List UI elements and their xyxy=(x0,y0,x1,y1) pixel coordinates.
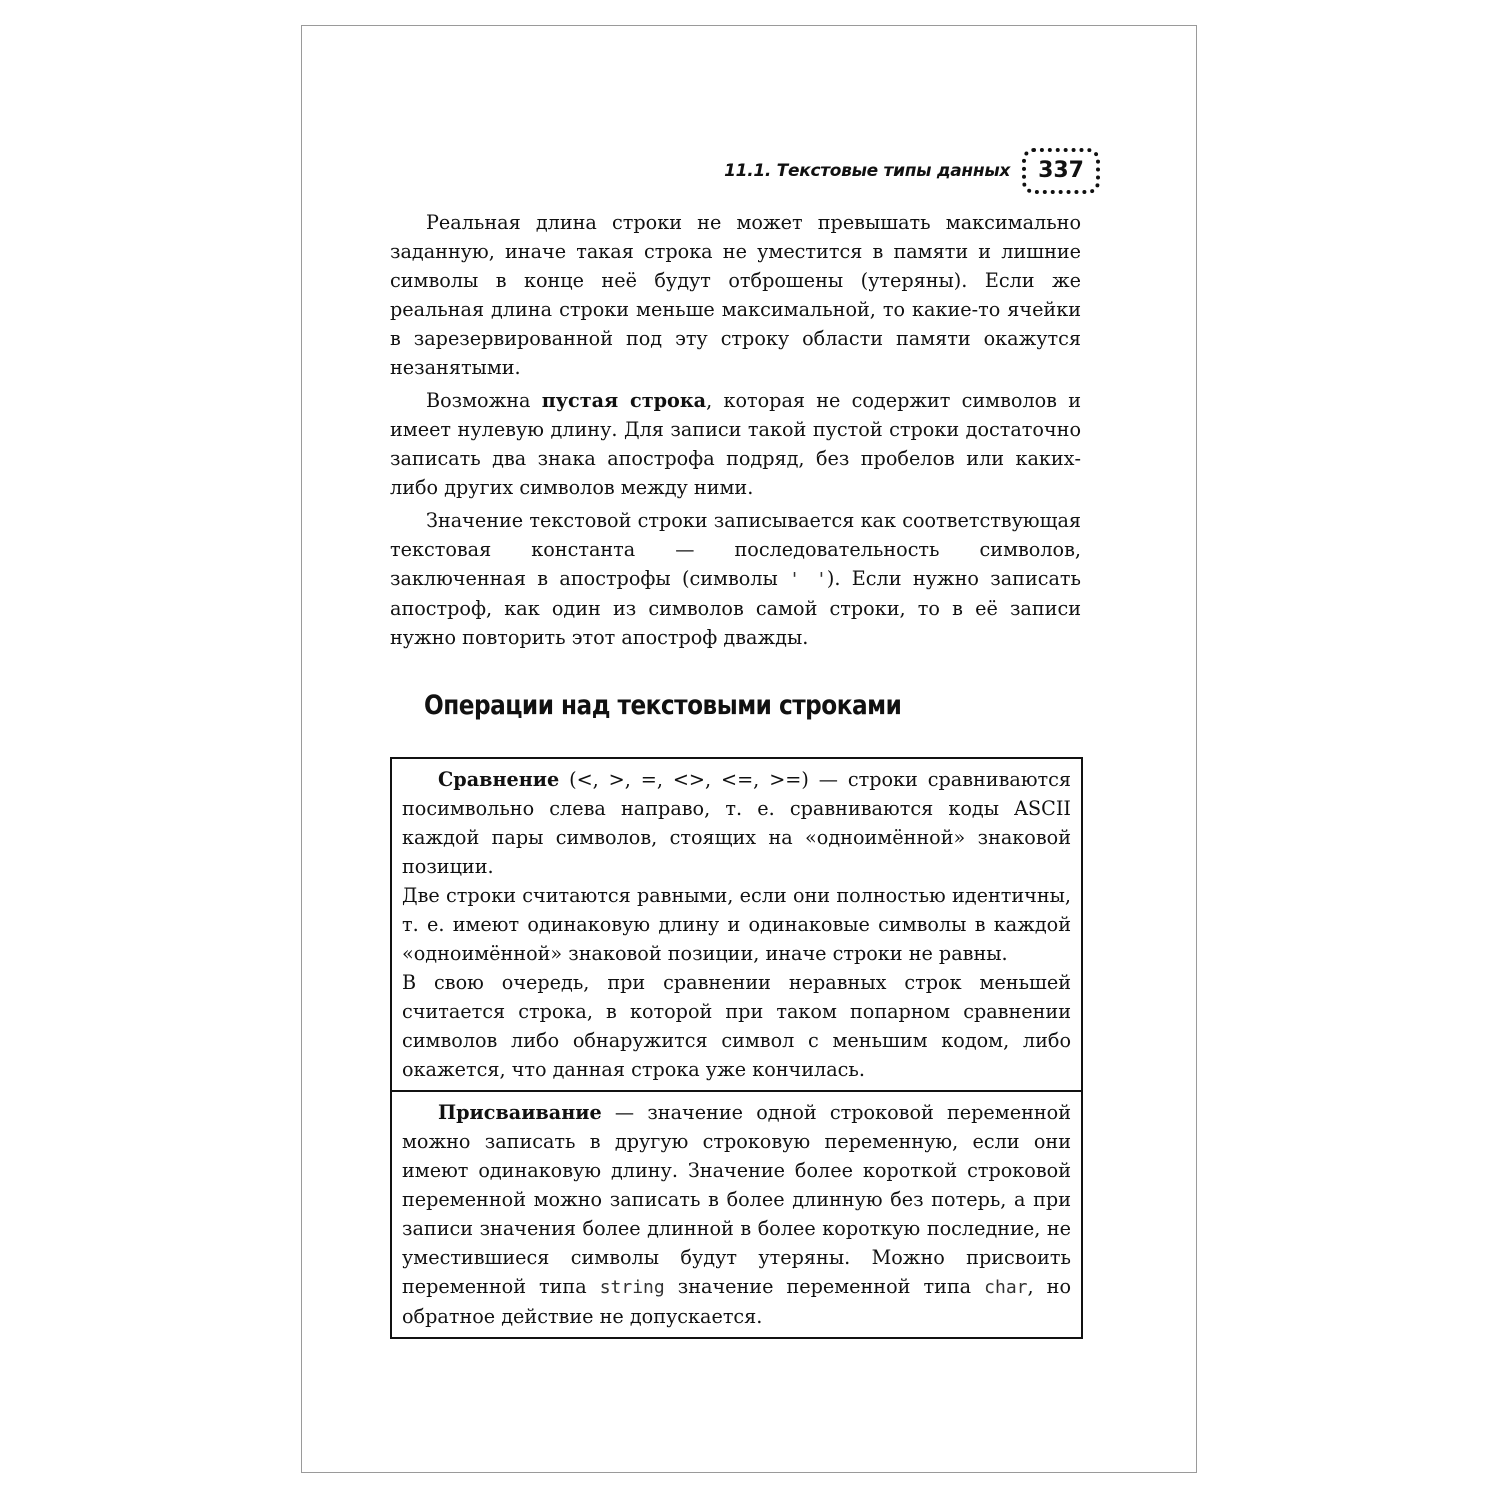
apostrophe-code: ' ' xyxy=(789,569,827,590)
comparison-equality: Две строки считаются равными, если они полностью идентичны, т. е. имеют одинаковую длину и одинаковые символы в каждой «одноимённой» знаковой позиции, иначе строки не равны. xyxy=(402,884,1071,965)
paragraph-empty-string xyxy=(390,386,1081,502)
code-char-type: char xyxy=(984,1277,1028,1298)
comparison-less: В свою очередь, при сравнении неравных строк меньшей считается строка, в которой при таком попарном сравнении символов либо обнаружится символ с меньшим кодом, либо окажется, что данная строка уже кончилась. xyxy=(402,971,1071,1081)
paragraph-text: Значение текстовой строки записывается как соответствующая текстовая константа — последовательность символов, заключенная в апострофы (символы xyxy=(390,509,1081,590)
assignment-text-part: значение переменной типа xyxy=(664,1275,985,1298)
term-empty-string: пустая строка xyxy=(541,389,707,412)
comparison-text: (<, >, =, <>, <=, >=) — строки сравниваются посимвольно слева направо, т. е. сравниваются коды ASCII каждой пары символов, стоящих на «одноимённой» знаковой позиции. xyxy=(402,768,1071,878)
term-assignment: Присваивание xyxy=(438,1101,602,1124)
operations-table xyxy=(390,757,1083,1339)
paragraph-string-length: Реальная длина строки не может превышать максимально заданную, иначе такая строка не уместится в памяти и лишние символы в конце неё будут отброшены (утеряны). Если же реальная длина строки меньше максимальной, то какие-то ячейки в зарезервированной под эту строку области памяти окажутся незанятыми. xyxy=(390,211,1081,379)
assignment-text-part: — значение одной строковой переменной можно записать в другую строковую переменную, если они имеют одинаковую длину. Значение более короткой строковой переменной можно записать в более длинную без потерь, а при записи значения более длинной в более короткую последние, не уместившиеся символы будут утеряны. Можно присвоить переменной типа xyxy=(402,1101,1071,1298)
paragraph-string-value xyxy=(390,506,1081,652)
assignment-cell xyxy=(392,1090,1081,1337)
paragraph-text: , которая не содержит символов и имеет нулевую длину. Для записи такой пустой строки достаточно записать два знака апострофа подряд, без пробелов или каких-либо других символов между ними. xyxy=(390,389,1082,499)
comparison-intro xyxy=(402,765,1071,881)
assignment-text xyxy=(402,1098,1071,1331)
paragraph-text: Возможна xyxy=(426,389,542,412)
code-string-type: string xyxy=(599,1277,665,1298)
body-text xyxy=(390,208,1081,656)
running-header xyxy=(640,148,1100,194)
section-heading: Операции над текстовыми строками xyxy=(424,690,902,721)
term-comparison: Сравнение xyxy=(438,768,560,791)
paragraph-text: ). Если нужно записать апостроф, как один из символов самой строки, то в её записи нужно повторить этот апостроф дважды. xyxy=(390,567,1081,649)
comparison-cell xyxy=(392,759,1081,1090)
page-number: 337 xyxy=(1022,148,1100,194)
chapter-title: 11.1. Текстовые типы данных xyxy=(724,161,1011,181)
assignment-text-part: , но обратное действие не допускается. xyxy=(402,1275,1071,1328)
